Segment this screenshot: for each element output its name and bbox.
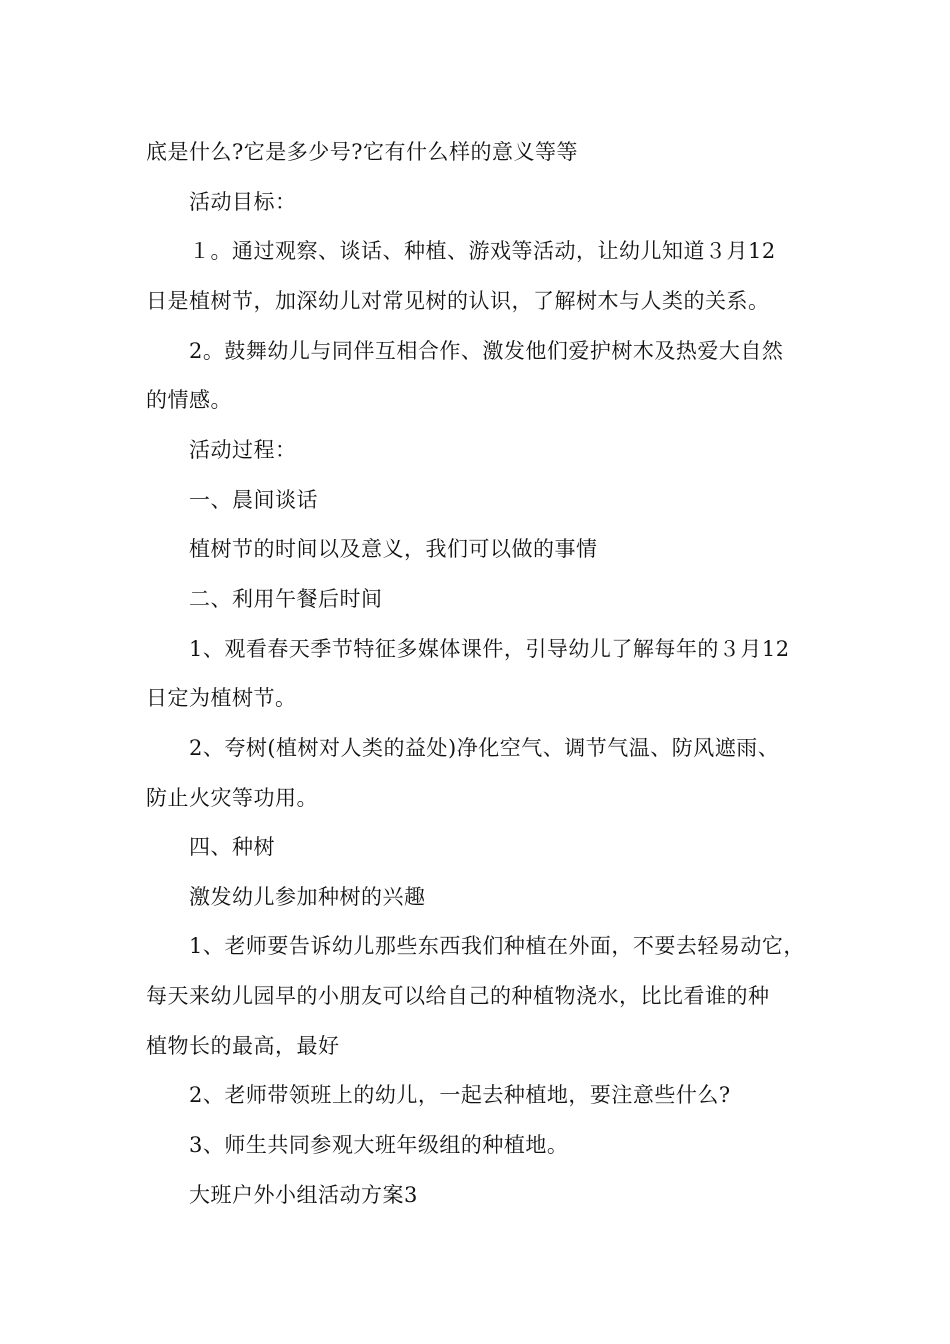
paragraph-line: 3、师生共同参观大班年级组的种植地。 (189, 1133, 569, 1157)
paragraph-line: 2、夸树(植树对人类的益处)净化空气、调节气温、防风遮雨、 (189, 736, 780, 760)
paragraph-line: 日是植树节，加深幼儿对常见树的认识，了解树木与人类的关系。 (146, 289, 770, 313)
paragraph-line: 2。鼓舞幼儿与同伴互相合作、激发他们爱护树木及热爱大自然 (189, 339, 784, 363)
section-heading: 二、利用午餐后时间 (189, 587, 383, 611)
paragraph-line: 激发幼儿参加种树的兴趣 (189, 885, 426, 909)
paragraph-line: 防止火灾等功用。 (146, 786, 318, 810)
paragraph-line: 2、老师带领班上的幼儿，一起去种植地，要注意些什么? (189, 1083, 731, 1107)
paragraph-line: 1、观看春天季节特征多媒体课件，引导幼儿了解每年的３月12 (189, 637, 790, 661)
section-heading-process: 活动过程： (189, 438, 297, 462)
section-heading: 一、晨间谈话 (189, 488, 318, 512)
document-subtitle: 大班户外小组活动方案3 (189, 1183, 418, 1207)
section-heading-goals: 活动目标： (189, 190, 297, 214)
paragraph-line: １。通过观察、谈话、种植、游戏等活动，让幼儿知道３月12 (189, 239, 776, 263)
paragraph-line: 植树节的时间以及意义，我们可以做的事情 (189, 537, 598, 561)
section-heading: 四、种树 (189, 835, 275, 859)
paragraph-line: 的情感。 (146, 388, 232, 412)
paragraph-line: 日定为植树节。 (146, 686, 297, 710)
paragraph-line: 每天来幼儿园早的小朋友可以给自己的种植物浇水，比比看谁的种 (146, 984, 770, 1008)
paragraph-line: 1、老师要告诉幼儿那些东西我们种植在外面，不要去轻易动它， (189, 934, 805, 958)
paragraph-line: 植物长的最高，最好 (146, 1034, 340, 1058)
paragraph-line: 底是什么?它是多少号?它有什么样的意义等等 (146, 140, 579, 164)
